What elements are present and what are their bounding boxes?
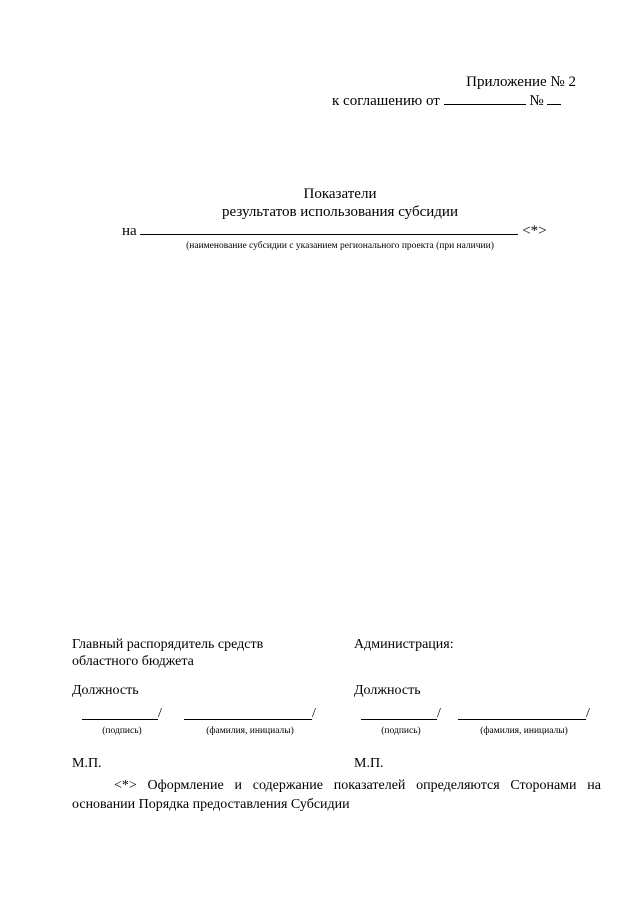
left-org-line-2: областного бюджета [72,654,194,669]
title-footnote-mark: <*> [522,223,547,239]
left-signature-blank[interactable] [82,706,158,720]
agreement-date-blank[interactable] [444,92,526,105]
on-prefix: на [122,223,137,239]
right-seal: М.П. [354,756,384,771]
footnote-word: и [234,778,242,793]
left-signature-slash: / [158,706,162,721]
right-org-line-1: Администрация: [354,637,454,652]
right-name-slash: / [586,706,590,721]
subsidy-name-blank[interactable] [140,222,518,235]
footnote-line-2: основании Порядка предоставления Субсидии [72,797,350,812]
footnote-word: содержание [252,778,323,793]
title-line-2: результатов использования субсидии [222,204,458,220]
left-name-hint: (фамилия, инициалы) [206,726,294,736]
appendix-title: Приложение № 2 [466,74,576,90]
footnote-line-1 [114,778,601,794]
agreement-number-prefix: № [529,93,544,109]
right-name-hint: (фамилия, инициалы) [480,726,568,736]
left-name-slash: / [312,706,316,721]
footnote-word: показателей [333,778,406,793]
left-name-blank[interactable] [184,706,312,720]
right-position-label: Должность [354,683,421,698]
footnote-mark: <*> [114,778,137,793]
footnote-word: определяются [416,778,500,793]
right-signature-slash: / [437,706,441,721]
footnote-word: на [587,778,601,793]
left-signature-hint: (подпись) [102,726,142,736]
agreement-line [332,92,561,110]
title-line-1: Показатели [303,186,377,202]
agreement-number-blank[interactable] [547,92,561,105]
left-position-label: Должность [72,683,139,698]
footnote-word: Сторонами [510,778,577,793]
subsidy-name-hint: (наименование субсидии с указанием регионального проекта (при наличии) [186,241,494,251]
right-signature-hint: (подпись) [381,726,421,736]
subsidy-name-line [122,222,547,240]
agreement-prefix: к соглашению от [332,93,440,109]
right-name-blank[interactable] [458,706,586,720]
left-org-line-1: Главный распорядитель средств [72,637,264,652]
right-signature-blank[interactable] [361,706,437,720]
footnote-word: Оформление [147,778,224,793]
left-seal: М.П. [72,756,102,771]
